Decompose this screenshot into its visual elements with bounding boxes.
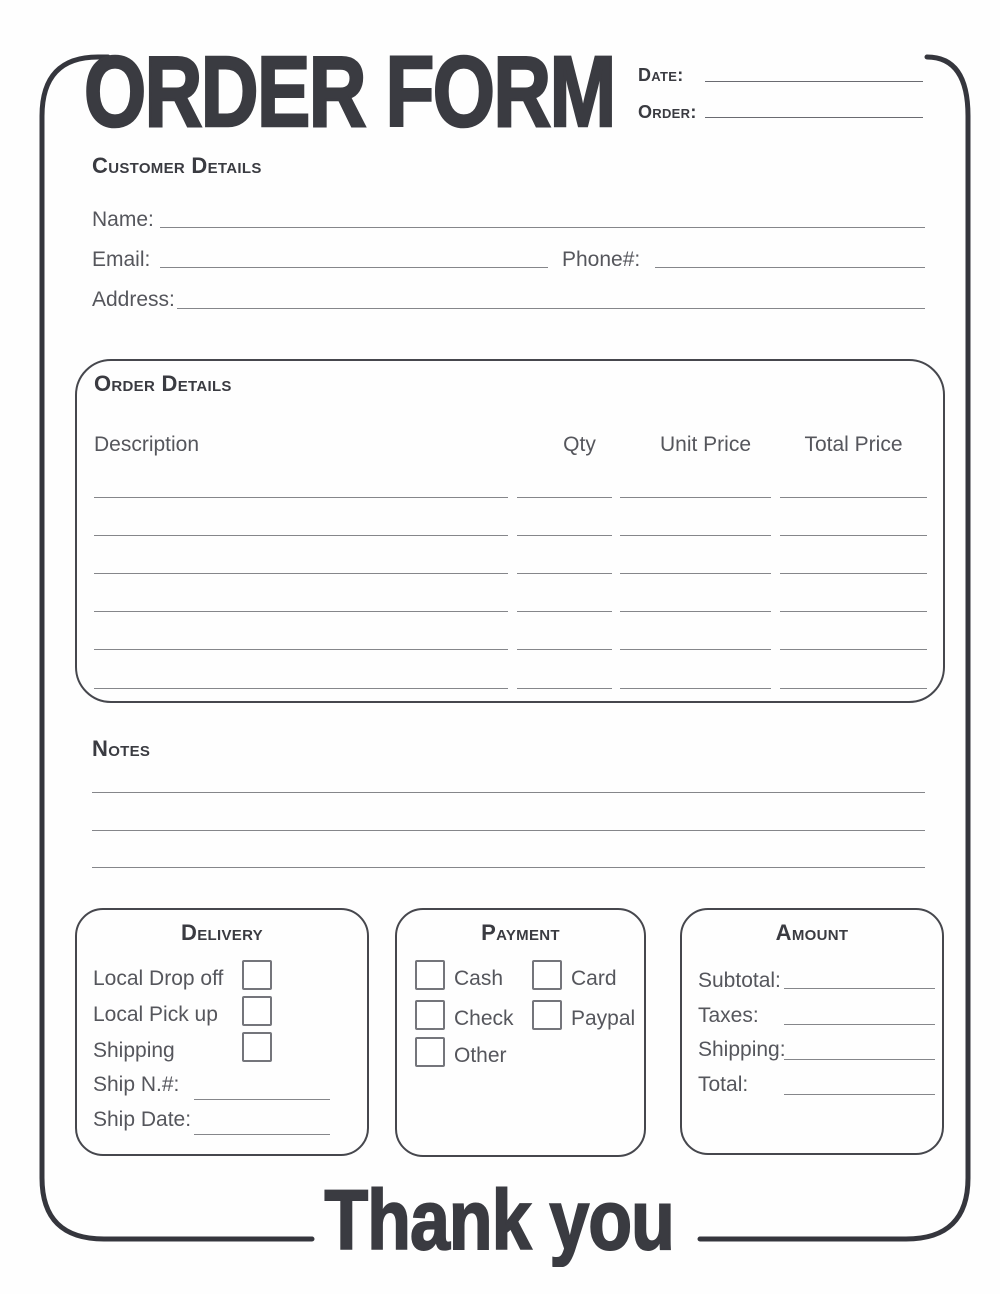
order-row-3-description-line[interactable] — [94, 573, 508, 574]
order-number-field-line[interactable] — [705, 117, 923, 118]
notes-line-1[interactable] — [92, 792, 925, 793]
payment-option-checkbox[interactable] — [532, 960, 562, 990]
ship-number-label: Ship N.#: — [93, 1073, 180, 1096]
delivery-box — [75, 908, 369, 1156]
order-row-4-unit-price-line[interactable] — [620, 611, 771, 612]
delivery-option-label: Local Drop off — [93, 966, 224, 990]
order-row-5-total-price-line[interactable] — [780, 649, 927, 650]
order-row-3-qty-line[interactable] — [517, 573, 612, 574]
date-label: Date: — [638, 65, 684, 85]
order-row-2-unit-price-line[interactable] — [620, 535, 771, 536]
order-row-4-total-price-line[interactable] — [780, 611, 927, 612]
order-row-2-total-price-line[interactable] — [780, 535, 927, 536]
page-title: ORDER FORM — [84, 36, 615, 148]
ship-number-field-line[interactable] — [194, 1099, 330, 1100]
ship-date-label: Ship Date: — [93, 1108, 192, 1131]
amount-row-label: Subtotal: — [698, 969, 781, 992]
column-header-qty: Qty — [563, 433, 596, 456]
payment-options-area — [397, 910, 644, 1155]
delivery-heading: Delivery — [181, 920, 263, 945]
payment-option-checkbox[interactable] — [415, 1037, 445, 1067]
email-field-line[interactable] — [160, 267, 548, 268]
customer-details-heading: Customer Details — [92, 153, 262, 178]
order-row-1-unit-price-line[interactable] — [620, 497, 771, 498]
amount-row-label: Total: — [698, 1073, 749, 1096]
order-details-box — [75, 359, 945, 703]
amount-row-label: Shipping: — [698, 1038, 786, 1061]
order-row-6-description-line[interactable] — [94, 688, 508, 689]
delivery-option-label: Shipping — [93, 1038, 175, 1062]
date-field-line[interactable] — [705, 81, 923, 82]
order-row-5-qty-line[interactable] — [517, 649, 612, 650]
payment-heading: Payment — [481, 920, 560, 945]
amount-field-line[interactable] — [784, 1094, 935, 1095]
payment-option-checkbox[interactable] — [415, 1000, 445, 1030]
delivery-option-checkbox[interactable] — [242, 1032, 272, 1062]
notes-line-2[interactable] — [92, 830, 925, 831]
order-row-2-qty-line[interactable] — [517, 535, 612, 536]
delivery-option-checkbox[interactable] — [242, 996, 272, 1026]
name-field-line[interactable] — [160, 227, 925, 228]
delivery-option-label: Local Pick up — [93, 1002, 218, 1026]
phone-label: Phone#: — [562, 248, 641, 271]
delivery-option-row — [93, 1032, 353, 1062]
payment-option-checkbox[interactable] — [415, 960, 445, 990]
notes-heading: Notes — [92, 736, 151, 761]
address-label: Address: — [92, 288, 175, 311]
payment-option-checkbox[interactable] — [532, 1000, 562, 1030]
payment-option-row — [415, 1000, 514, 1030]
ship-date-field-line[interactable] — [194, 1134, 330, 1135]
column-header-unit-price: Unit Price — [659, 433, 752, 456]
order-row-6-total-price-line[interactable] — [780, 688, 927, 689]
amount-row-label: Taxes: — [698, 1004, 759, 1027]
order-row-6-unit-price-line[interactable] — [620, 688, 771, 689]
address-field-line[interactable] — [177, 308, 925, 309]
notes-line-3[interactable] — [92, 867, 925, 868]
payment-option-label: Cash — [454, 966, 504, 990]
order-details-heading: Order Details — [94, 371, 232, 396]
order-row-4-qty-line[interactable] — [517, 611, 612, 612]
phone-field-line[interactable] — [655, 267, 925, 268]
name-label: Name: — [92, 208, 154, 231]
order-row-5-unit-price-line[interactable] — [620, 649, 771, 650]
amount-rows-area — [682, 910, 942, 1153]
delivery-option-row — [93, 996, 353, 1026]
column-header-total-price: Total Price — [804, 433, 903, 456]
column-header-description: Description — [94, 433, 200, 456]
delivery-option-row — [93, 960, 353, 990]
payment-option-label: Other — [454, 1043, 507, 1067]
email-label: Email: — [92, 248, 151, 271]
order-row-2-description-line[interactable] — [94, 535, 508, 536]
amount-box — [680, 908, 944, 1155]
order-row-6-qty-line[interactable] — [517, 688, 612, 689]
payment-option-label: Paypal — [571, 1006, 636, 1030]
order-row-3-total-price-line[interactable] — [780, 573, 927, 574]
delivery-option-checkbox[interactable] — [242, 960, 272, 990]
amount-field-line[interactable] — [784, 1024, 935, 1025]
amount-field-line[interactable] — [784, 1059, 935, 1060]
payment-option-row — [415, 1037, 507, 1067]
order-row-3-unit-price-line[interactable] — [620, 573, 771, 574]
payment-option-label: Check — [454, 1006, 514, 1030]
order-row-1-qty-line[interactable] — [517, 497, 612, 498]
amount-heading: Amount — [775, 920, 849, 945]
order-row-5-description-line[interactable] — [94, 649, 508, 650]
thank-you-text: Thank you — [324, 1173, 674, 1267]
order-row-1-total-price-line[interactable] — [780, 497, 927, 498]
payment-option-row — [532, 960, 617, 990]
order-row-4-description-line[interactable] — [94, 611, 508, 612]
payment-option-label: Card — [571, 966, 617, 990]
order-number-label: Order: — [638, 102, 697, 122]
amount-field-line[interactable] — [784, 988, 935, 989]
payment-option-row — [532, 1000, 635, 1030]
order-rows-area — [77, 361, 943, 701]
payment-box — [395, 908, 646, 1157]
payment-option-row — [415, 960, 503, 990]
order-row-1-description-line[interactable] — [94, 497, 508, 498]
